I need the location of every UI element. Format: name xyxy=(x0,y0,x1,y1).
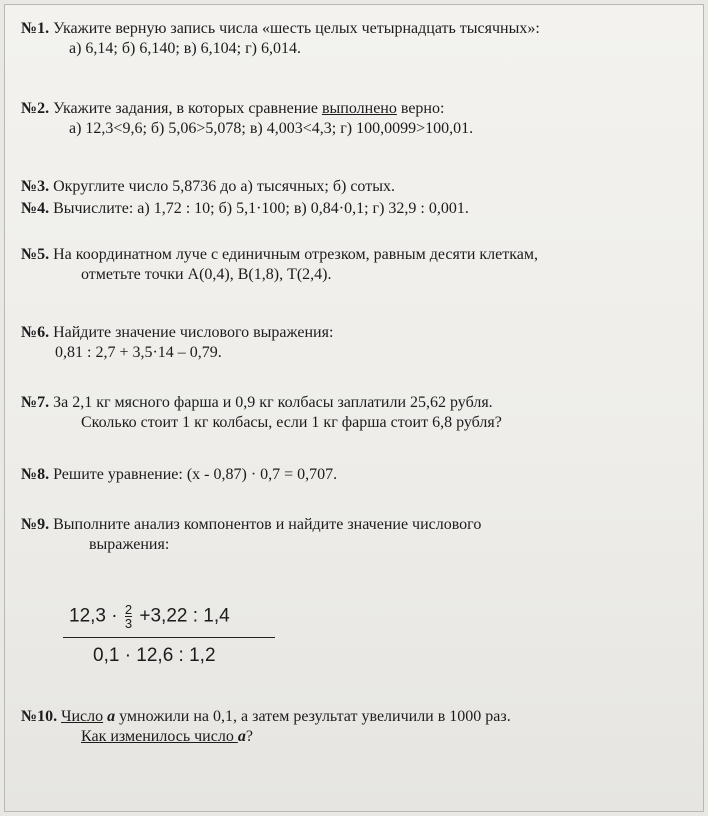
task-text-line2 xyxy=(21,727,704,747)
task-options: а) 12,3<9,6; б) 5,06>5,078; в) 4,003<4,3; г) 100,0099>100,01. xyxy=(69,120,474,137)
small-fraction-numerator: 2 xyxy=(124,602,133,617)
underlined-word: выполнено xyxy=(321,100,397,117)
task-text xyxy=(53,100,444,117)
task-6 xyxy=(21,323,704,363)
task-number: №7. xyxy=(21,394,50,411)
task-number: №10. xyxy=(21,708,58,725)
task-text: Выполните анализ компонентов и найдите значение числового xyxy=(53,516,482,533)
task-number: №3. xyxy=(21,178,50,195)
worksheet xyxy=(4,4,704,812)
task-3 xyxy=(21,177,704,197)
text-part: верно: xyxy=(396,100,445,117)
variable: а xyxy=(107,708,116,725)
task-text-line2: Сколько стоит 1 кг колбасы, если 1 кг фарша стоит 6,8 рубля? xyxy=(81,414,502,431)
underlined-word: Число xyxy=(61,708,104,725)
text-part: Укажите задания, в которых сравнение xyxy=(53,100,322,117)
task-number: №2. xyxy=(21,100,50,117)
fraction-denominator: 0,1 · 12,6 : 1,2 xyxy=(93,645,216,666)
task-text-line2: выражения: xyxy=(89,536,170,553)
task-7 xyxy=(21,393,704,433)
fraction-numerator xyxy=(69,603,230,630)
task-text-line2: отметьте точки А(0,4), В(1,8), Т(2,4). xyxy=(81,266,332,283)
task-8 xyxy=(21,465,704,485)
task-5 xyxy=(21,245,704,285)
task-10 xyxy=(21,707,704,747)
task-options: а) 6,14; б) 6,140; в) 6,104; г) 6,014. xyxy=(69,40,302,57)
task-expression: 0,81 : 2,7 + 3,5·14 – 0,79. xyxy=(55,344,222,361)
text-part: умножили на 0,1, а затем результат увеличили в 1000 раз. xyxy=(115,708,511,725)
text-part: ? xyxy=(245,728,253,745)
task-text: Найдите значение числового выражения: xyxy=(53,324,334,341)
numerator-part: +3,22 : 1,4 xyxy=(139,605,230,627)
fraction-expression xyxy=(63,595,283,671)
task-2 xyxy=(21,99,704,139)
task-number: №6. xyxy=(21,324,50,341)
task-4 xyxy=(21,199,704,219)
small-fraction-denominator: 3 xyxy=(124,616,133,631)
fraction-bar xyxy=(63,637,275,638)
task-text: На координатном луче с единичным отрезком, равным десяти клеткам, xyxy=(53,246,538,263)
task-number: №1. xyxy=(21,20,50,37)
task-text: За 2,1 кг мясного фарша и 0,9 кг колбасы заплатили 25,62 рубля. xyxy=(53,394,493,411)
task-number: №4. xyxy=(21,200,50,217)
task-1 xyxy=(21,19,704,59)
task-text xyxy=(61,708,511,725)
numerator-part: 12,3 · xyxy=(69,605,118,627)
task-text: Укажите верную запись числа «шесть целых четырнадцать тысячных»: xyxy=(53,20,540,37)
task-text: Округлите число 5,8736 до а) тысячных; б) сотых. xyxy=(53,178,395,195)
variable: а xyxy=(237,728,246,745)
task-number: №8. xyxy=(21,466,50,483)
task-9 xyxy=(21,515,704,555)
task-text: Вычислите: а) 1,72 : 10; б) 5,1·100; в) 0,84·0,1; г) 32,9 : 0,001. xyxy=(53,200,469,217)
task-number: №9. xyxy=(21,516,50,533)
small-fraction xyxy=(125,603,132,630)
underlined-phrase: Как изменилось число xyxy=(81,728,238,745)
task-text: Решите уравнение: (х - 0,87) · 0,7 = 0,707. xyxy=(53,466,338,483)
task-number: №5. xyxy=(21,246,50,263)
